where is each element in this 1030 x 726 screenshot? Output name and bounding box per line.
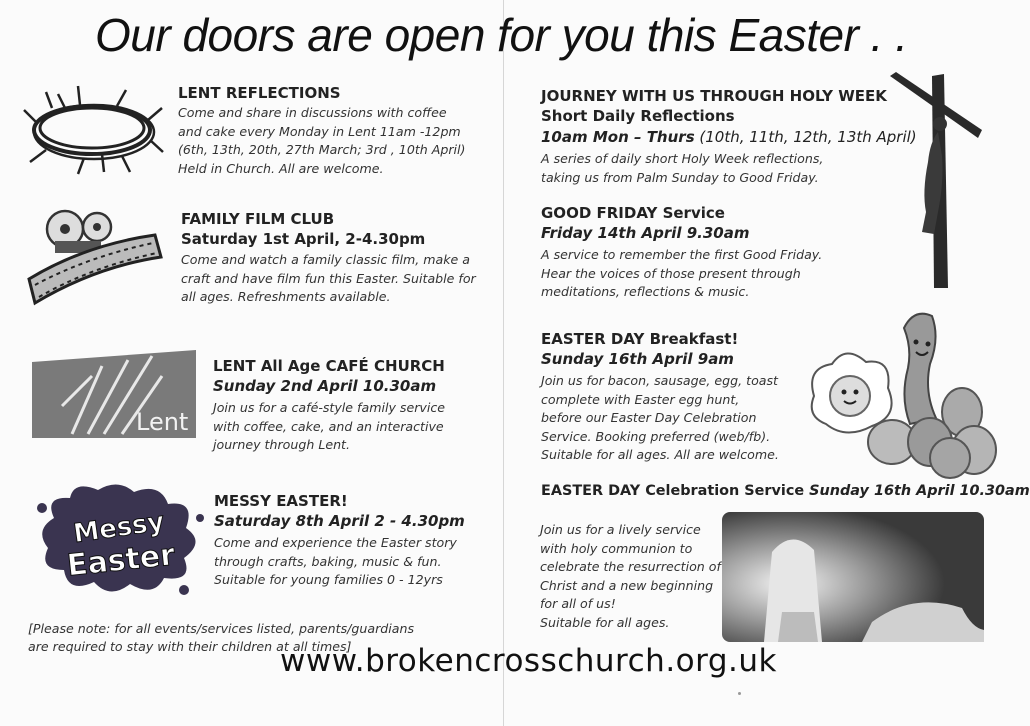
- holy-week-dates: (10th, 11th, 12th, 13th April): [694, 128, 917, 146]
- cafe-church-body: Join us for a café-style family service with coffee, cake, and an interactive journey through Lent.: [213, 400, 446, 453]
- film-club-body: Come and watch a family classic film, make a craft and have film fun this Easter. Suitable for all ages. Refreshments available.: [181, 252, 476, 305]
- holy-week-time-bold: 10am Mon – Thurs: [541, 128, 695, 146]
- print-speck: [738, 692, 741, 695]
- family-film-club: [181, 210, 476, 307]
- film-club-heading: FAMILY FILM CLUB: [181, 210, 335, 228]
- page-fold: [503, 0, 504, 726]
- celebration-heading: [541, 483, 1030, 499]
- holy-week-time: [541, 128, 917, 146]
- good-friday: [541, 204, 822, 302]
- parental-note: [Please note: for all events/services listed, parents/guardians are required to stay with their children at all times]: [28, 621, 415, 654]
- easter-celebration: [541, 483, 1030, 501]
- film-club-date: Saturday 1st April, 2-4.30pm: [181, 230, 426, 248]
- messy-logo-text: Messy: [71, 506, 167, 550]
- holy-week-body: A series of daily short Holy Week reflections, taking us from Palm Sunday to Good Friday.: [541, 151, 824, 185]
- film-reel-icon: [25, 205, 167, 307]
- breakfast-heading: EASTER DAY Breakfast!: [541, 330, 739, 348]
- good-friday-body: A service to remember the first Good Friday. Hear the voices of those present through meditations, reflections & music.: [541, 247, 823, 300]
- lent-reflections-body: Come and share in discussions with coffee and cake every Monday in Lent 11am -12pm (6th, 13th, 20th, 27th March; 3rd , 10th April) Held in Church. All are welcome.: [178, 105, 466, 176]
- holy-week: [541, 87, 917, 187]
- lent-graphic-label: Lent: [136, 408, 189, 436]
- crown-of-thorns-icon: [22, 80, 164, 175]
- crucifix-icon: [882, 72, 984, 290]
- cafe-church-heading: LENT All Age CAFÉ CHURCH: [213, 357, 445, 375]
- celebration-body: Join us for a lively service with holy communion to celebrate the resurrection of Christ and a new beginning for all of us! Suitable for all ages.: [540, 522, 721, 630]
- messy-easter: [214, 492, 465, 590]
- lent-reflections-heading: LENT REFLECTIONS: [178, 84, 341, 102]
- cafe-church-date: Sunday 2nd April 10.30am: [213, 377, 437, 395]
- lent-cafe-church: [213, 357, 445, 455]
- lent-reflections: [178, 84, 465, 178]
- breakfast-date: Sunday 16th April 9am: [541, 350, 734, 368]
- messy-easter-logo: [34, 478, 206, 600]
- holy-week-subheading: Short Daily Reflections: [541, 107, 735, 125]
- lent-graphic: [32, 346, 196, 438]
- messy-easter-date: Saturday 8th April 2 - 4.30pm: [214, 512, 465, 530]
- empty-tomb-photo: [722, 512, 984, 642]
- good-friday-heading: GOOD FRIDAY Service: [541, 204, 725, 222]
- website-url: www.brokencrosschurch.org.uk: [280, 643, 777, 679]
- breakfast-body: Join us for bacon, sausage, egg, toast complete with Easter egg hunt, before our Easter Day Celebration Service. Booking preferred (web/fb). Suitable for all ages. All are welcome.: [541, 373, 779, 463]
- breakfast-characters-illustration: [806, 308, 1000, 480]
- good-friday-date: Friday 14th April 9.30am: [541, 224, 750, 242]
- flyer-title: Our doors are open for you this Easter . .: [95, 9, 908, 61]
- celebration-title: EASTER DAY Celebration Service: [541, 483, 810, 499]
- celebration-date: Sunday 16th April 10.30am: [809, 483, 1030, 499]
- messy-easter-body: Come and experience the Easter story through crafts, baking, music & fun. Suitable for young families 0 - 12yrs: [214, 535, 457, 588]
- holy-week-heading: JOURNEY WITH US THROUGH HOLY WEEK: [541, 87, 887, 105]
- messy-easter-heading: MESSY EASTER!: [214, 492, 348, 510]
- easter-logo-text: Easter: [65, 537, 177, 584]
- easter-breakfast: [541, 330, 779, 465]
